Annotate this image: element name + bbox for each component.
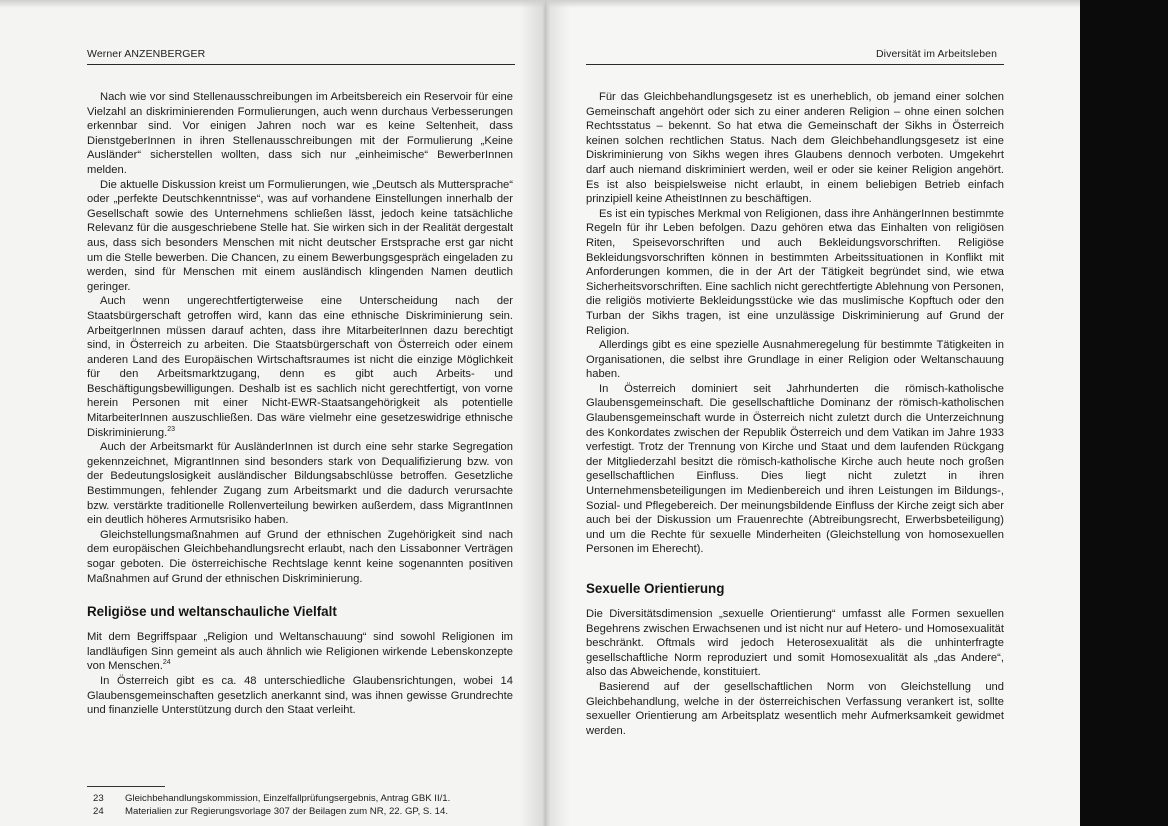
- footnote-number: 23: [93, 793, 104, 804]
- right-body-text: [586, 90, 1004, 738]
- footnote-text: Materialien zur Regierungsvorlage 307 der Beilagen zum NR, 22. GP, S. 14.: [125, 805, 448, 817]
- paragraph: Auch der Arbeitsmarkt für AusländerInnen ist durch eine sehr starke Segregation gekennzeichnet, MigrantInnen sind besonders stark von Dequalifizierung bzw. von der Bedeutungslosigkeit ausländischer Bildungsabschlüsse betroffen. Gesetzliche Bestimmungen, fehlender Zugang zum Arbeitsmarkt und die dadurch verursachte bzw. verstärkte traditionelle Rollenverteilung bewirken außerdem, dass MigrantInnen ein deutlich höheres Armutsrisiko haben.: [87, 441, 513, 527]
- paragraph: In Österreich gibt es ca. 48 unterschiedliche Glaubensrichtungen, wobei 14 Glaubensgemeinschaften gesetzlich anerkannt sind, was ihnen gewisse Grundrechte und finanzielle Unterstützung durch den Staat verleiht.: [87, 674, 513, 717]
- top-edge-shadow: [0, 0, 1080, 8]
- right-header-rule: [586, 64, 1004, 65]
- paragraph: Basierend auf der gesellschaftlichen Norm von Gleichstellung und Gleichbehandlung, welche in der österreichischen Verfassung verankert ist, sollte sexueller Orientierung am Arbeitsplatz wesentlich mehr Aufmerksamkeit gewidmet werden.: [586, 680, 1004, 737]
- left-body-text: [87, 90, 513, 718]
- left-header-rule: [87, 64, 515, 65]
- paragraph: [87, 630, 513, 674]
- paragraph: Für das Gleichbehandlungsgesetz ist es unerheblich, ob jemand einer solchen Gemeinschaft angehört oder sich zu einer anderen Religion – ohne einen solchen Rechtsstatus – bekennt. So hat etwa die Gemeinschaft der Sikhs in Österreich keinen solchen rechtlichen Status. Nach dem Gleichbehandlungsgesetz ist eine Diskriminierung von Sikhs wegen ihres Glaubens dennoch verboten. Umgekehrt darf auch niemand diskriminiert werden, weil er oder sie keiner Religion angehört. Es ist also beispielsweise nicht erlaubt, in einem beliebigen Betrieb einfach prinzipiell keine AtheistInnen zu beschäftigen.: [586, 91, 1004, 206]
- paragraph: Allerdings gibt es eine spezielle Ausnahmeregelung für bestimmte Tätigkeiten in Organisationen, die selbst ihre Grundlage in einer Religion oder Weltanschauung haben.: [586, 339, 1004, 381]
- footnote-ref: 24: [162, 659, 171, 667]
- footnote: [93, 806, 513, 819]
- right-running-head: Diversität im Arbeitsleben: [876, 48, 998, 60]
- section-heading: Sexuelle Orientierung: [586, 581, 725, 596]
- paragraph: Die aktuelle Diskussion kreist um Formulierungen, wie „Deutsch als Muttersprache“ oder „perfekte Deutschkenntnisse“, was auf vorhandene Einstellungen innerhalb der Gesellschaft sowie des Unternehmens schließen lässt, jedoch keine tatsächliche Relevanz für die ausgeschriebene Stelle hat. Sie wirken sich in der Realität dergestalt aus, dass sich besonders Menschen mit nicht deutscher Erstsprache erst gar nicht um die Stelle bewerben. Die Chancen, zu einem Bewerbungsgespräch eingeladen zu werden, sind für Menschen mit einem ausländisch klingenden Namen deutlich geringer.: [87, 178, 513, 293]
- paragraph: Gleichstellungsmaßnahmen auf Grund der ethnischen Zugehörigkeit sind nach dem europäischen Gleichbehandlungsrecht erlaubt, nach den Lissabonner Verträgen sogar geboten. Die österreichische Rechtslage kennt keine sogenannten positiven Maßnahmen auf Grund der ethnischen Diskriminierung.: [87, 528, 513, 585]
- paragraph: [87, 294, 513, 440]
- footnote-number: 24: [93, 805, 104, 817]
- scan-background-edge: [1080, 0, 1168, 826]
- paragraph: Nach wie vor sind Stellenausschreibungen im Arbeitsbereich ein Reservoir für eine Vielzahl an diskriminierenden Formulierungen, auch wenn durchaus Verbesserungen erkennbar sind. Vor einigen Jahren noch war es keine Seltenheit, dass DienstgeberInnen in ihren Stellenausschreibungen mit der Formulierung „Keine Ausländer“ sicherstellen wollten, dass sich nur „einheimische“ BewerberInnen melden.: [87, 91, 513, 176]
- footnotes: [93, 793, 513, 818]
- footnote-rule: [87, 786, 165, 787]
- left-running-head: Werner ANZENBERGER: [87, 48, 206, 60]
- paragraph: Die Diversitätsdimension „sexuelle Orientierung“ umfasst alle Formen sexuellen Begehrens zwischen Erwachsenen und ist nicht nur auf Hetero- und Homosexualität beschränkt. Oftmals wird jedoch Heterosexualität als die unhinterfragte gesellschaftliche Norm reproduziert und somit Homosexualität als „das Andere“, also das Abweichende, konstituiert.: [586, 608, 1004, 679]
- footnote: [93, 793, 513, 806]
- footnote-text: Gleichbehandlungskommission, Einzelfallprüfungsergebnis, Antrag GBK II/1.: [125, 793, 451, 804]
- paragraph-text: Mit dem Begriffspaar „Religion und Weltanschauung“ sind sowohl Religionen im landläufigen Sinn gemeint als auch ähnlich wie Religionen wirkende Lebenskonzepte von Menschen.: [87, 631, 513, 673]
- paragraph: In Österreich dominiert seit Jahrhunderten die römisch-katholische Glaubensgemeinschaft. Die gesellschaftliche Dominanz der römisch-katholischen Glaubensgemeinschaft wurde in Österreich nicht zuletzt durch die Unterzeichnung des Konkordates zwischen der Republik Österreich und dem Vatikan im Jahre 1933 verfestigt. Trotz der Trennung von Kirche und Staat und dem laufenden Rückgang der Mitgliederzahl besitzt die römisch-katholische Kirche auch heute noch großen gesellschaftlichen Einfluss. Dies liegt nicht zuletzt in ihren Unternehmensbeteiligungen im Medienbereich und ihren Leistungen im Bildungs-, Sozial- und Pflegebereich. Der meinungsbildende Einfluss der Kirche zeigt sich aber auch bei der Diskussion um Frauenrechte (Abtreibungsrecht, Erwerbsbeteiligung) und um die Rechte für sexuelle Minderheiten (Gleichstellung von homosexuellen Personen im Eherecht).: [586, 382, 1004, 556]
- book-gutter: [520, 0, 570, 826]
- paragraph: Es ist ein typisches Merkmal von Religionen, dass ihre AnhängerInnen bestimmte Regeln für ihr Leben befolgen. Dazu gehören etwa das Einhalten von religiösen Riten, Speisevorschriften und auch Bekleidungsvorschriften. Religiöse Bekleidungsvorschriften können in bestimmten Arbeitssituationen in Konflikt mit Anforderungen kommen, die in der Art der Tätigkeit begründet sind, wie etwa Sicherheitsvorschriften. Eine sachlich nicht gerechtfertigte Ablehnung von Personen, die religiös motivierte Bekleidungsstücke wie das muslimische Kopftuch oder den Turban der Sikhs tragen, ist eine unzulässige Diskriminierung auf Grund der Religion.: [586, 207, 1004, 337]
- paragraph-text: Auch wenn ungerechtfertigterweise eine Unterscheidung nach der Staatsbürgerschaft getroffen wird, kann das eine ethnische Diskriminierung sein. ArbeitgerInnen müssen darauf achten, dass ihre MitarbeiterInnen dazu berechtigt sind, in Österreich zu arbeiten. Die Staatsbürgerschaft von Österreich oder einem anderen Land des Europäischen Wirtschaftsraumes ist nicht die einzige Möglichkeit für den Arbeitsmarktzugang, denn es gibt auch Arbeits- und Beschäftigungsbewilligungen. Deshalb ist es sachlich nicht gerechtfertigt, von vorne herein Personen mit einer Nicht-EWR-Staatsangehörigkeit als potentielle MitarbeiterInnen auszuschließen. Das wäre vielmehr eine gesetzeswidrige ethnische Diskriminierung.: [87, 295, 513, 439]
- footnote-ref: 23: [167, 425, 175, 433]
- section-heading: Religiöse und weltanschauliche Vielfalt: [87, 604, 337, 620]
